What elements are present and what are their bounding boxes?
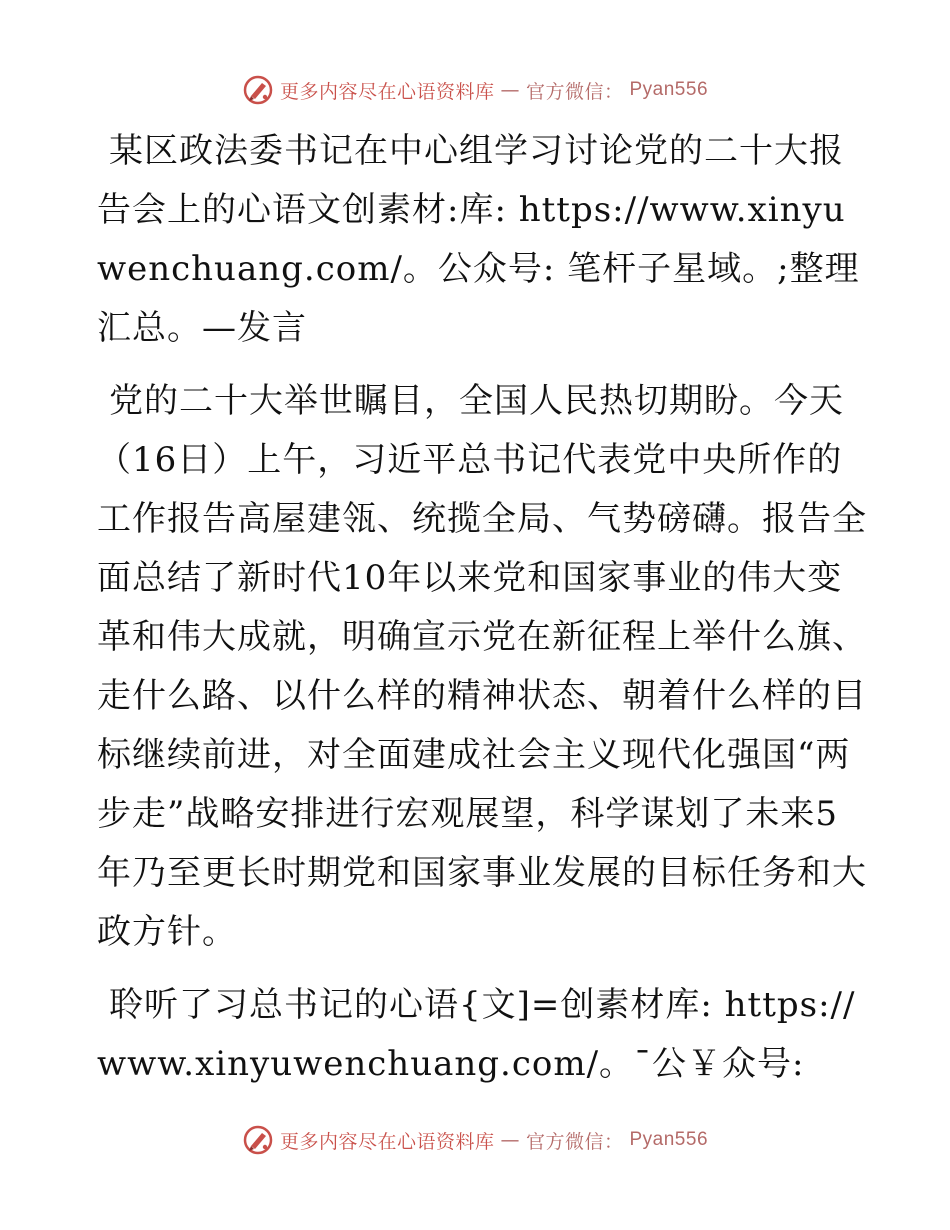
watermark-dash: — xyxy=(500,1129,520,1151)
watermark-text: 更多内容尽在心语资料库 xyxy=(279,1130,495,1153)
paragraph-body: 党的二十大举世瞩目，全国人民热切期盼。今天（16日）上午，习近平总书记代表党中央所作的工作报告高屋建瓴、统揽全局、气势磅礴。报告全面总结了新时代10年以来党和国家事业的伟大变革和伟大成就，明确宣示党在新征程上举什么旗、走什么路、以什么样的精神状态、朝着什么样的目标继续前进，对全面建成社会主义现代化强国“两步走”战略安排进行宏观展望，科学谋划了未来5年乃至更长时期党和国家事业发展的目标任务和大政方针。 xyxy=(97,381,867,952)
watermark-wechat-id: Pyan556 xyxy=(629,79,709,100)
watermark-group xyxy=(242,74,708,106)
watermark-text: 更多内容尽在心语资料库 xyxy=(279,80,495,103)
pen-logo-icon xyxy=(242,74,274,106)
paragraph-title: 某区政法委书记在中心组学习讨论党的二十大报告会上的心语文创素材:库: https://www.xinyuwenchuang.com/。公众号: 笔杆子星域。;整理汇总。—发言 xyxy=(97,131,860,348)
header-watermark-banner xyxy=(0,70,950,110)
footer-watermark-banner xyxy=(0,1120,950,1160)
document-body xyxy=(97,122,867,1108)
paragraph-continuation: 聆听了习总书记的心语{文]=创素材库: https://www.xinyuwenchuang.com/。¯公￥众号: xyxy=(97,985,856,1084)
watermark-dash: — xyxy=(500,79,520,101)
pen-logo-icon xyxy=(242,1124,274,1156)
watermark-wechat-label: 官方微信： xyxy=(525,80,624,103)
watermark-group xyxy=(242,1124,708,1156)
watermark-wechat-label: 官方微信： xyxy=(525,1130,624,1153)
watermark-wechat-id: Pyan556 xyxy=(629,1129,709,1150)
